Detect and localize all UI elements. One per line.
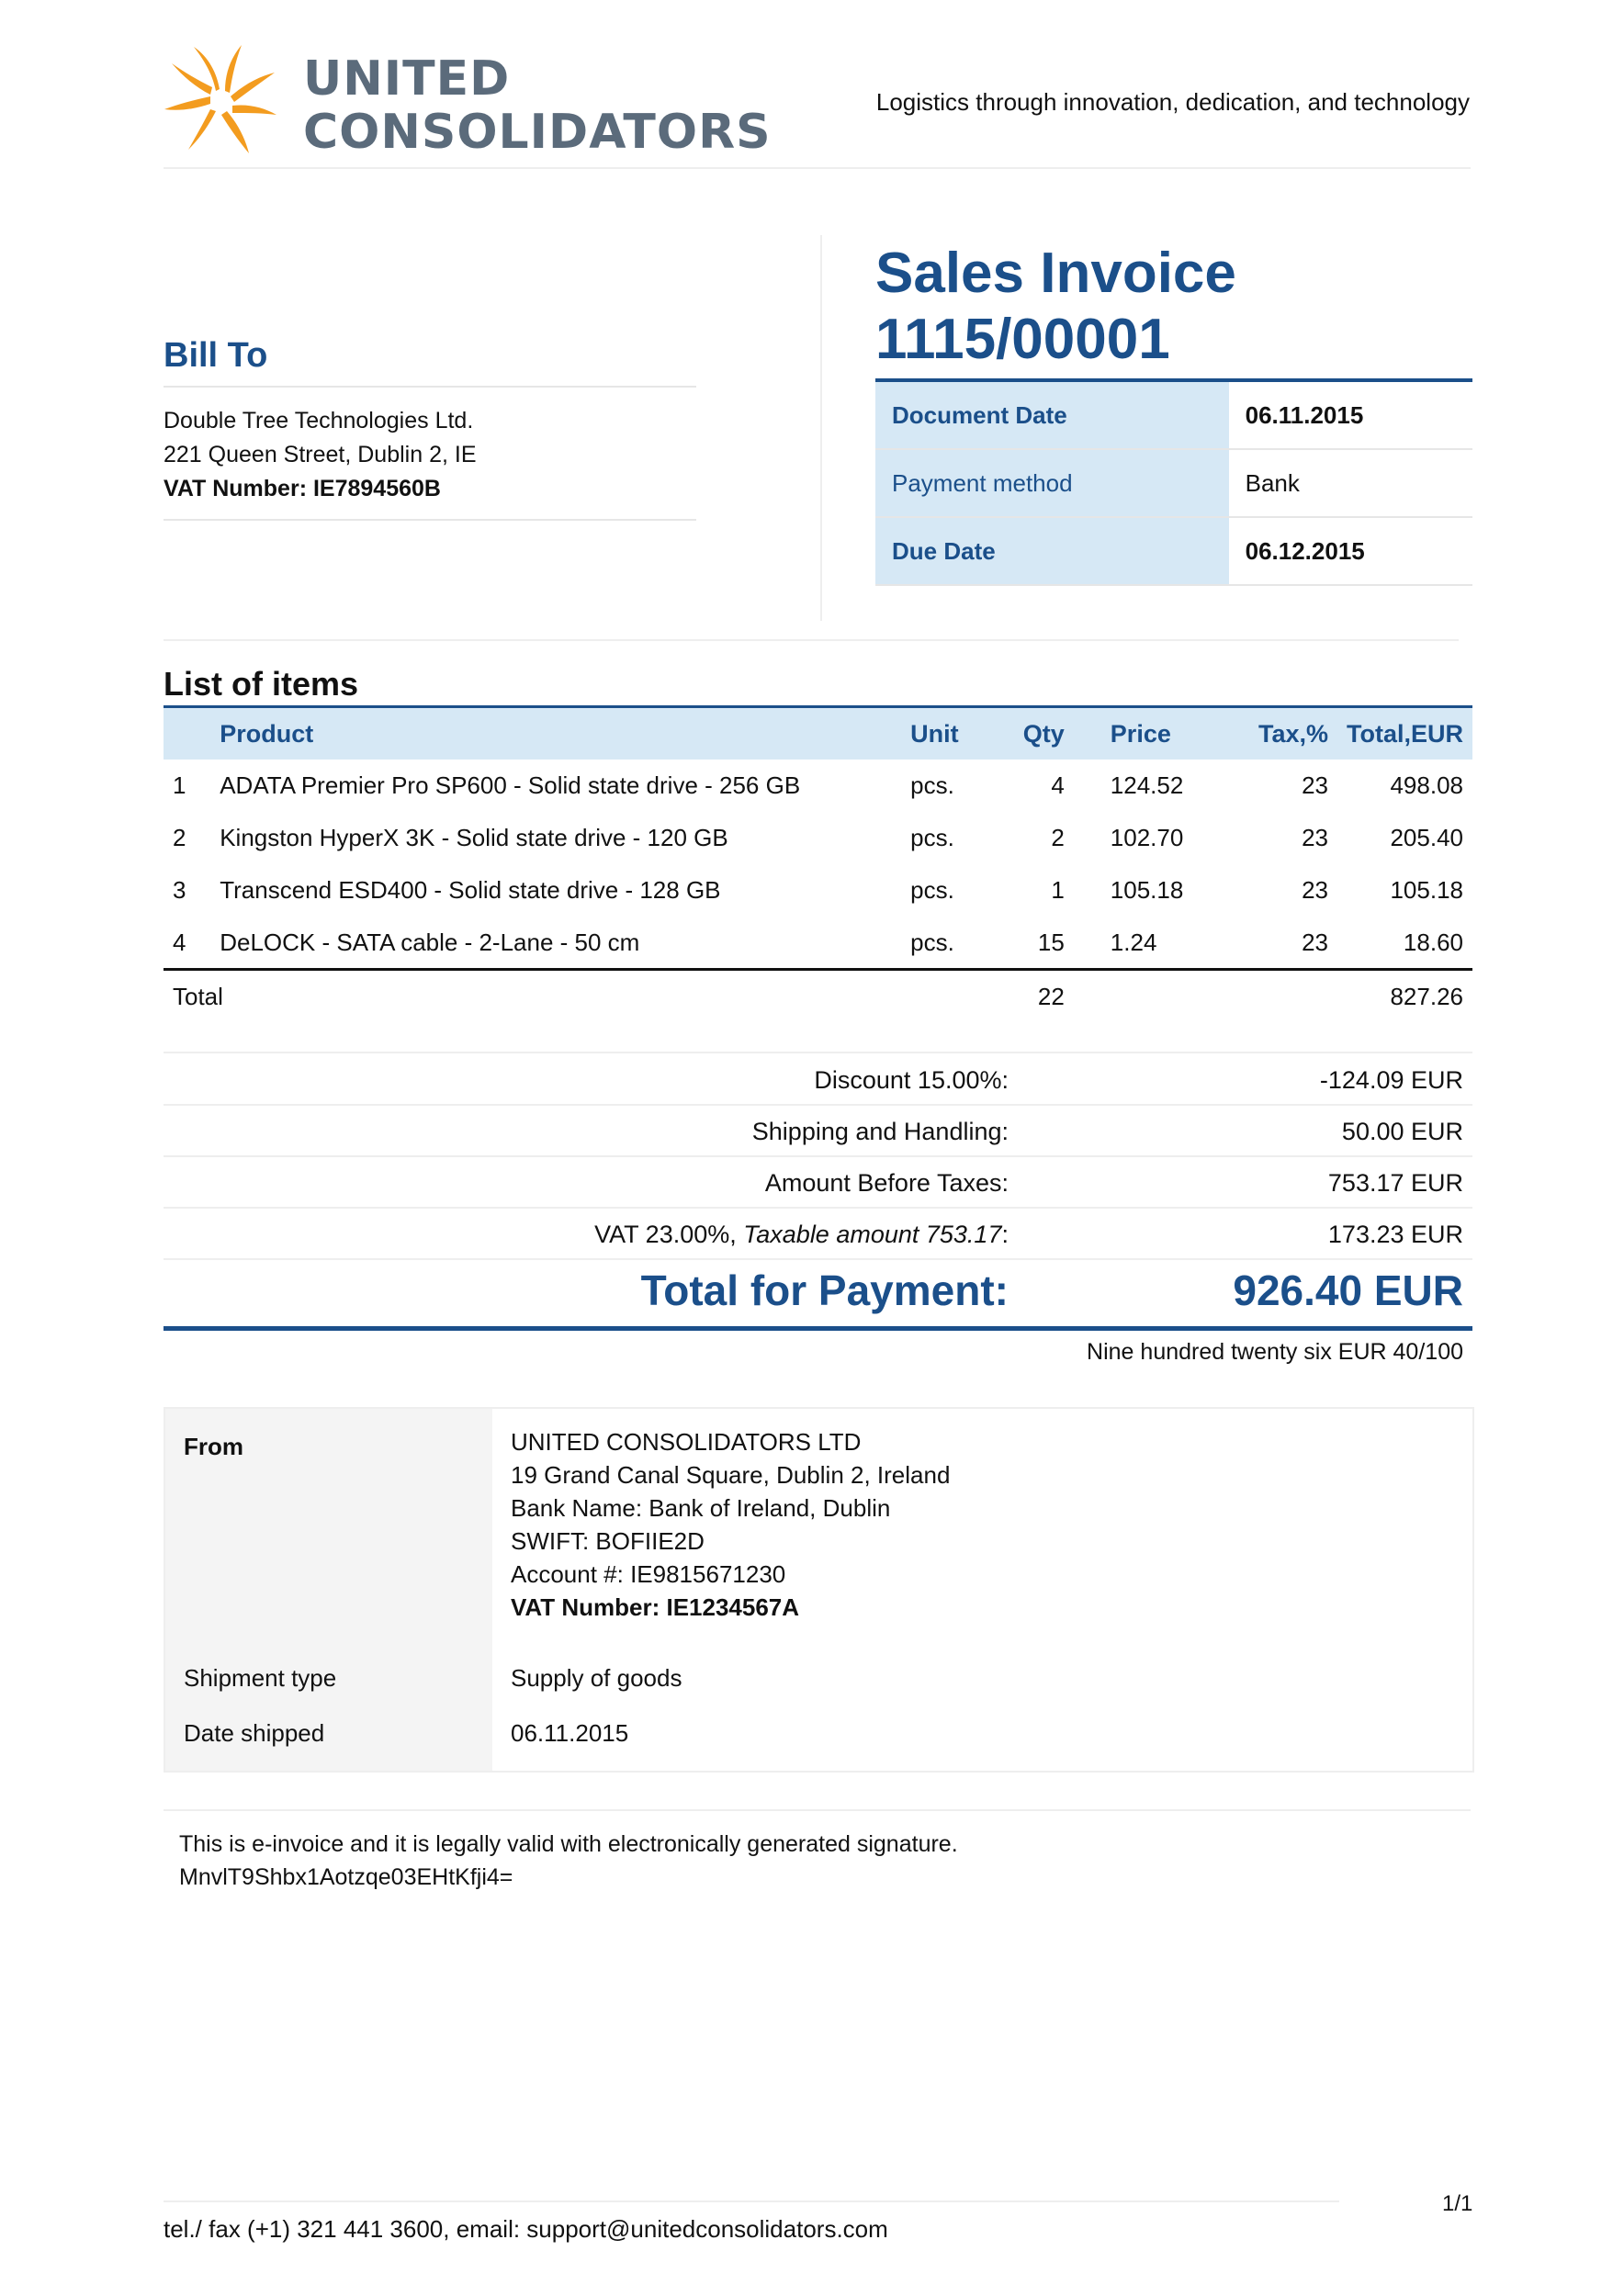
from-label: From xyxy=(184,1433,243,1460)
signature-divider xyxy=(164,1809,1471,1811)
item-price: 1.24 xyxy=(1074,917,1228,970)
invoice-number: 1115/00001 xyxy=(875,308,1170,371)
amount-in-words: Nine hundred twenty six EUR 40/100 xyxy=(1087,1339,1463,1365)
table-row xyxy=(164,864,1472,917)
items-table xyxy=(164,705,1472,1022)
item-no: 2 xyxy=(164,812,210,864)
meta-label: Payment method xyxy=(875,449,1229,517)
item-price: 102.70 xyxy=(1074,812,1228,864)
items-header-row xyxy=(164,707,1472,760)
item-total: 18.60 xyxy=(1337,917,1472,970)
date-shipped-label: Date shipped xyxy=(184,1719,325,1747)
from-details-box xyxy=(164,1407,1474,1773)
items-title: List of items xyxy=(164,665,359,703)
from-address-block xyxy=(511,1425,950,1624)
col-header-price: Price xyxy=(1074,707,1228,760)
vat-label-taxable: Taxable amount 753.17 xyxy=(743,1221,1002,1248)
vat-label-prefix: VAT 23.00%, xyxy=(594,1221,744,1248)
col-header-no xyxy=(164,707,210,760)
vat-value: 173.23 EUR xyxy=(1327,1221,1463,1248)
before-tax-value: 753.17 EUR xyxy=(1327,1169,1463,1197)
items-total-label: Total xyxy=(164,970,992,1023)
item-tax: 23 xyxy=(1228,760,1337,812)
vertical-divider xyxy=(820,235,822,621)
date-shipped-value: 06.11.2015 xyxy=(511,1719,629,1747)
col-header-product: Product xyxy=(210,707,901,760)
items-total-qty: 22 xyxy=(992,970,1074,1023)
signature-hash: MnvlT9Shbx1Aotzqe03EHtKfji4= xyxy=(179,1864,513,1890)
shipping-value: 50.00 EUR xyxy=(1341,1118,1463,1145)
meta-value: 06.12.2015 xyxy=(1229,517,1472,585)
from-line: Account #: IE9815671230 xyxy=(511,1560,786,1588)
discount-label: Discount 15.00%: xyxy=(814,1066,1009,1094)
col-header-tax: Tax,% xyxy=(1228,707,1337,760)
summary-row-discount xyxy=(164,1053,1472,1106)
item-total: 498.08 xyxy=(1337,760,1472,812)
meta-row-document-date xyxy=(875,380,1472,449)
item-no: 1 xyxy=(164,760,210,812)
item-qty: 1 xyxy=(992,864,1074,917)
item-tax: 23 xyxy=(1228,864,1337,917)
item-total: 105.18 xyxy=(1337,864,1472,917)
shipment-type-value: Supply of goods xyxy=(511,1664,682,1692)
signature-block xyxy=(179,1828,958,1894)
summary-row-vat xyxy=(164,1208,1472,1260)
from-line: Bank Name: Bank of Ireland, Dublin xyxy=(511,1494,891,1522)
item-unit: pcs. xyxy=(901,760,992,812)
summary-row-shipping xyxy=(164,1105,1472,1157)
company-name-line1: UNITED xyxy=(303,51,511,107)
items-total-row xyxy=(164,970,1472,1023)
vat-label xyxy=(594,1221,1009,1249)
col-header-qty: Qty xyxy=(992,707,1074,760)
item-qty: 2 xyxy=(992,812,1074,864)
section-divider xyxy=(164,639,1459,641)
from-line: 19 Grand Canal Square, Dublin 2, Ireland xyxy=(511,1461,951,1489)
summary-row-before-taxes xyxy=(164,1156,1472,1209)
shipping-label: Shipping and Handling: xyxy=(751,1118,1009,1145)
item-no: 3 xyxy=(164,864,210,917)
footer-contact: tel./ fax (+1) 321 441 3600, email: support@unitedconsolidators.com xyxy=(164,2215,888,2243)
bill-to-title: Bill To xyxy=(164,336,268,375)
page-number: 1/1 xyxy=(1442,2191,1473,2216)
meta-row-payment-method xyxy=(875,449,1472,517)
meta-value: 06.11.2015 xyxy=(1229,380,1472,449)
bill-to-vat: VAT Number: IE7894560B xyxy=(164,476,441,501)
invoice-title-line1: Sales Invoice xyxy=(875,242,1236,305)
meta-value: Bank xyxy=(1229,449,1472,517)
bill-to-name: Double Tree Technologies Ltd. xyxy=(164,408,474,433)
company-logo-icon xyxy=(162,40,281,160)
table-row xyxy=(164,760,1472,812)
col-header-unit: Unit xyxy=(901,707,992,760)
company-tagline: Logistics through innovation, dedication, and technology xyxy=(875,88,1470,116)
signature-text: This is e-invoice and it is legally valid with electronically generated signature. xyxy=(179,1831,958,1857)
total-for-payment-row xyxy=(164,1258,1472,1331)
bill-to-address: 221 Queen Street, Dublin 2, IE xyxy=(164,442,477,467)
item-unit: pcs. xyxy=(901,917,992,970)
from-line: SWIFT: BOFIIE2D xyxy=(511,1527,705,1555)
item-unit: pcs. xyxy=(901,812,992,864)
items-total-amount: 827.26 xyxy=(1337,970,1472,1023)
meta-row-due-date xyxy=(875,517,1472,585)
item-qty: 4 xyxy=(992,760,1074,812)
item-price: 105.18 xyxy=(1074,864,1228,917)
item-tax: 23 xyxy=(1228,917,1337,970)
discount-value: -124.09 EUR xyxy=(1319,1066,1463,1094)
from-vat: VAT Number: IE1234567A xyxy=(511,1593,800,1621)
item-product: Kingston HyperX 3K - Solid state drive - 120 GB xyxy=(210,812,901,864)
company-name-line2: CONSOLIDATORS xyxy=(303,105,772,160)
table-row xyxy=(164,917,1472,970)
shipment-type-label: Shipment type xyxy=(184,1664,337,1692)
item-total: 205.40 xyxy=(1337,812,1472,864)
item-unit: pcs. xyxy=(901,864,992,917)
bill-to-details xyxy=(164,386,696,521)
invoice-title xyxy=(875,241,1236,373)
item-product: ADATA Premier Pro SP600 - Solid state drive - 256 GB xyxy=(210,760,901,812)
from-line: UNITED CONSOLIDATORS LTD xyxy=(511,1428,862,1456)
item-product: DeLOCK - SATA cable - 2-Lane - 50 cm xyxy=(210,917,901,970)
item-product: Transcend ESD400 - Solid state drive - 128 GB xyxy=(210,864,901,917)
item-tax: 23 xyxy=(1228,812,1337,864)
header-divider xyxy=(164,167,1471,169)
total-payment-value: 926.40 EUR xyxy=(1233,1266,1463,1314)
footer-divider xyxy=(164,2200,1339,2202)
col-header-total: Total,EUR xyxy=(1337,707,1472,760)
item-no: 4 xyxy=(164,917,210,970)
meta-label: Document Date xyxy=(875,380,1229,449)
vat-label-suffix: : xyxy=(1001,1221,1009,1248)
from-labels-column xyxy=(165,1409,492,1771)
before-tax-label: Amount Before Taxes: xyxy=(764,1169,1009,1197)
item-price: 124.52 xyxy=(1074,760,1228,812)
total-payment-label: Total for Payment: xyxy=(640,1266,1009,1314)
table-row xyxy=(164,812,1472,864)
invoice-meta-table xyxy=(875,378,1472,586)
meta-label: Due Date xyxy=(875,517,1229,585)
item-qty: 15 xyxy=(992,917,1074,970)
